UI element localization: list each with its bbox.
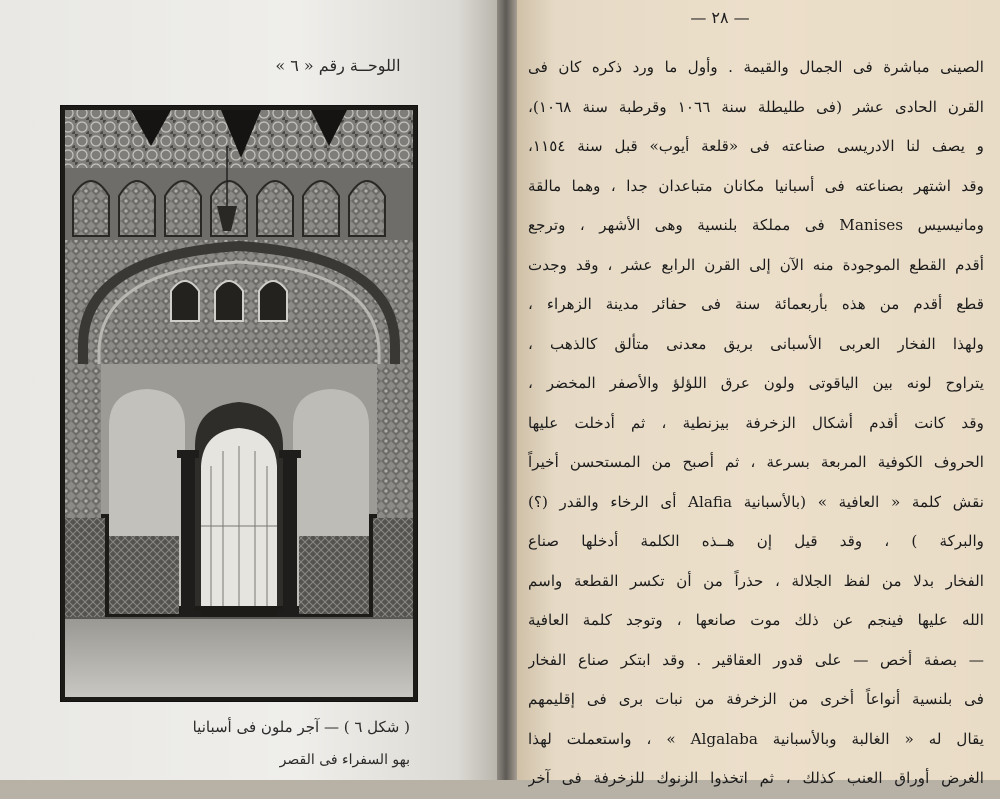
- alhambra-arch-illustration: [61, 106, 417, 701]
- plate-photograph: [60, 105, 418, 702]
- text-line: نقش كلمة « العافية » (بالأسبانية Alafia أى الرخاء والقدر (؟): [528, 492, 984, 511]
- text-line: ولهذا الفخار العربى الأسبانى بريق معدنى متألق كالذهب ،: [528, 334, 984, 353]
- figure-caption: ( شكل ٦ ) — آجر ملون فى أسبانيا: [192, 718, 410, 736]
- text-line: والبركة ) ، وقد قيل إن هــذه الكلمة أدخلها صناع: [528, 532, 984, 550]
- text-line: الصينى مباشرة فى الجمال والقيمة . وأول ما ورد ذكره كان فى: [528, 58, 984, 76]
- text-line: القرن الحادى عشر (فى طليطلة سنة ١٠٦٦ وقرطبة سنة ١٠٦٨)،: [528, 97, 984, 116]
- text-line: الفخار بدلا من لفظ الجلالة ، حذراً من أن تكسر القطعة واسم: [528, 571, 984, 590]
- text-line: قطع أقدم من هذه بأربعمائة سنة فى حفائر مدينة الزهراء ،: [528, 295, 984, 313]
- text-line: أقدم القطع الموجودة منه الآن إلى القرن الرابع عشر ، وقد وجدت: [528, 255, 984, 274]
- figure-subcaption: بهو السفراء فى القصر: [279, 752, 410, 768]
- text-line: فى بلنسية أنواعاً أخرى من الزخرفة من نبات برى فى إقليمهم: [528, 690, 984, 708]
- text-line: و يصف لنا الادريسى صناعته فى «قلعة أيوب» قبل سنة ١١٥٤،: [528, 137, 984, 155]
- book-gutter: [497, 0, 517, 780]
- text-line: وقد كانت أقدم أشكال الزخرفة بيزنطية ، ثم أدخلت عليها: [528, 413, 984, 432]
- body-text: [528, 48, 984, 799]
- text-line: يتراوح لونه بين الياقوتى ولون عرق اللؤلؤ والأصفر المخضر ،: [528, 374, 984, 392]
- text-line: وقد اشتهر بصناعته فى أسبانيا مكانان متباعدان جدا ، وهما مالقة: [528, 176, 984, 195]
- text-line: الحروف الكوفية المربعة بسرعة ، ثم أصبح من المستحسن أخيراً: [528, 453, 984, 471]
- plate-title: اللوحــة رقم « ٦ »: [275, 56, 401, 75]
- text-line: ومانيسيس Manises فى مملكة بلنسية وهى الأشهر ، وترجع: [528, 216, 984, 234]
- text-line: — بصفة أخص — على قدور العقاقير . وقد ابتكر صناع الفخار: [528, 650, 984, 669]
- page-number: — ٢٨ —: [690, 8, 750, 27]
- text-line: يقال له « الغالبة وبالأسبانية Algalaba » ، واستعملت لهذا: [528, 729, 984, 748]
- text-line: الغرض أوراق العنب كذلك ، ثم اتخذوا الزنوك للزخرفة فى آخر: [528, 769, 984, 787]
- text-line: الله عليها فينجم عن ذلك موت صانعها ، وتوجد كلمة العافية: [528, 611, 984, 629]
